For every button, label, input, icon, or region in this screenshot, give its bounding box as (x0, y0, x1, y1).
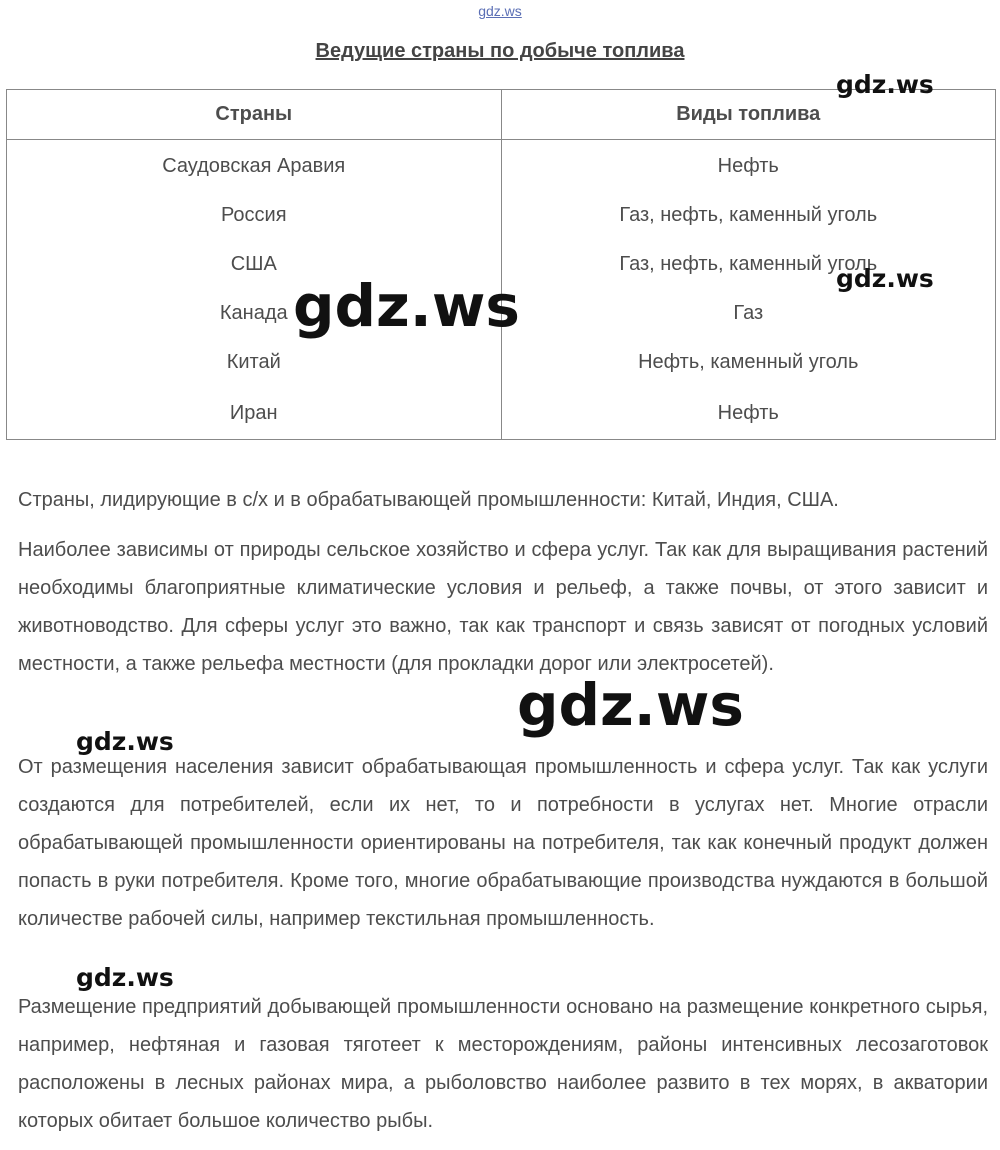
table-row (7, 191, 996, 240)
country-cell: Иран (7, 387, 502, 440)
fuel-cell: Нефть, каменный уголь (501, 338, 996, 387)
country-cell: Саудовская Аравия (7, 140, 502, 192)
country-cell: Канада (7, 289, 502, 338)
watermark: gdz.ws (293, 272, 520, 340)
table-row (7, 140, 996, 192)
watermark: gdz.ws (76, 963, 174, 992)
country-cell: США (7, 240, 502, 289)
country-cell: Китай (7, 338, 502, 387)
fuel-cell: Нефть (501, 387, 996, 440)
fuel-cell: Газ, нефть, каменный уголь (501, 191, 996, 240)
paragraph-population-dependence: От размещения населения зависит обрабатывающая промышленность и сфера услуг. Так как услуги создаются для потребителей, если их нет, то и потребности в услугах нет. Многие отрасли обрабатывающей промышленности ориентированы на потребителя, так как конечный продукт должен попасть в руки потребителя. Кроме того, многие обрабатывающие производства нуждаются в большой количестве рабочей силы, например текстильная промышленность. (18, 756, 988, 930)
watermark: gdz.ws (517, 671, 744, 739)
page-title: Ведущие страны по добыче топлива (315, 40, 685, 62)
fuel-cell: Нефть (501, 140, 996, 192)
paragraph-nature-dependence: Наиболее зависимы от природы сельское хозяйство и сфера услуг. Так как для выращивания растений необходимы благоприятные климатические условия и рельеф, а также почвы, от этого зависит и животноводство. Для сферы услуг это важно, так как транспорт и связь зависят от погодных условий местности, а также рельефа местности (для прокладки дорог или электросетей). (18, 539, 988, 675)
column-header-fuel-types: Виды топлива (501, 90, 996, 140)
table-row (7, 338, 996, 387)
country-cell: Россия (7, 191, 502, 240)
top-watermark-link: gdz.ws (478, 3, 522, 19)
paragraph-extractive-industry: Размещение предприятий добывающей промышленности основано на размещение конкретного сырья, например, нефтяная и газовая тяготеет к месторождениям, районы интенсивных лесозаготовок расположены в лесных районах мира, а рыболовство наиболее развито в тех морях, в акватории которых обитает большое количество рыбы. (18, 996, 988, 1132)
table-row (7, 387, 996, 440)
watermark: gdz.ws (836, 70, 934, 99)
fuel-cell: Газ, нефть, каменный уголь (501, 240, 996, 289)
column-header-countries: Страны (7, 90, 502, 140)
watermark: gdz.ws (836, 264, 934, 293)
watermark: gdz.ws (76, 727, 174, 756)
fuel-cell: Газ (501, 289, 996, 338)
paragraph-leaders: Страны, лидирующие в с/х и в обрабатывающей промышленности: Китай, Индия, США. (18, 489, 839, 511)
